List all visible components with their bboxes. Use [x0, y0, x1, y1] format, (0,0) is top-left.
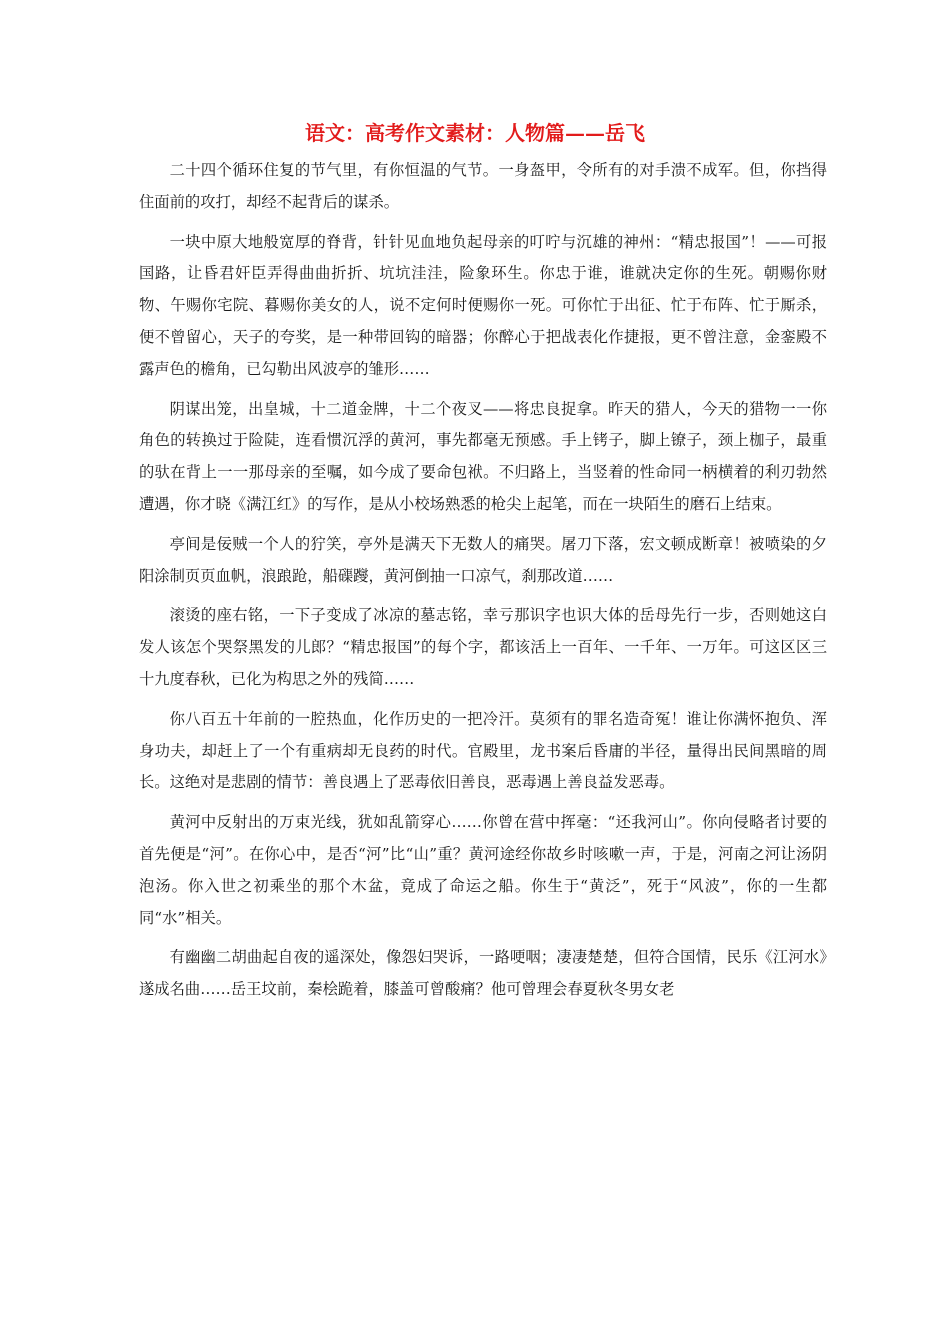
paragraph: 亭间是佞贼一个人的狞笑，亭外是满天下无数人的痛哭。屠刀下落，宏文顿成断章！被喷染的夕阳涂制页页血帆，浪踉跄，船磲躞，黄河倒抽一口凉气，刹那改道…… — [139, 534, 827, 585]
paragraph: 你八百五十年前的一腔热血，化作历史的一把冷汗。莫须有的罪名造奇冤！谁让你满怀抱负、浑身功夫，却赶上了一个有重病却无良药的时代。官殿里，龙书案后昏庸的半径，量得出民间黑暗的周长。这绝对是悲剧的情节：善良遇上了恶毒依旧善良，恶毒遇上善良益发恶毒。 — [139, 709, 827, 792]
paragraph: 黄河中反射出的万束光线，犹如乱箭穿心……你曾在营中挥毫：“还我河山”。你向侵略者讨要的首先便是“河”。在你心中，是否“河”比“山”重？黄河途经你故乡时咳嗽一声，于是，河南之河让汤阴泡汤。你入世之初乘坐的那个木盆，竟成了命运之船。你生于“黄泛”，死于“风波”，你的一生都同“水”相关。 — [139, 813, 827, 927]
document-title: 语文：高考作文素材：人物篇——岳飞 — [305, 121, 645, 145]
article-body — [139, 155, 827, 1014]
paragraph: 有幽幽二胡曲起自夜的遥深处，像怨妇哭诉，一路哽咽；凄凄楚楚，但符合国情，民乐《江河水》遂成名曲……岳王坟前，秦桧跪着，膝盖可曾酸痛？他可曾理会春夏秋冬男女老 — [139, 948, 827, 999]
paragraph: 二十四个循环住复的节气里，有你恒温的气节。一身盔甲，令所有的对手溃不成军。但，你挡得住面前的攻打，却经不起背后的谋杀。 — [139, 161, 827, 211]
paragraph: 滚烫的座右铭，一下子变成了冰凉的墓志铭，幸亏那识字也识大体的岳母先行一步，否则她这白发人该怎个哭祭黑发的儿郎？“精忠报国”的每个字，都该活上一百年、一千年、一万年。可这区区三十九度春秋，已化为构思之外的残简…… — [139, 606, 827, 688]
paragraph: 一块中原大地般宽厚的脊背，针针见血地负起母亲的叮咛与沉雄的神州：“精忠报国”！——可报国路，让昏君奸臣弄得曲曲折折、坑坑洼洼，险象环生。你忠于谁，谁就决定你的生死。朝赐你财物、午赐你宅院、暮赐你美女的人，说不定何时便赐你一死。可你忙于出征、忙于布阵、忙于厮杀，便不曾留心，天子的夸奖，是一种带回钩的暗器；你醉心于把战表化作捷报，更不曾注意，金銮殿不露声色的檐角，已勾勒出风波亭的雏形…… — [139, 232, 827, 378]
paragraph: 阴谋出笼，出皇城，十二道金牌，十二个夜叉——将忠良捉拿。昨天的猎人，今天的猎物一一你角色的转换过于险陡，连看惯沉浮的黄河，事先都毫无预感。手上铐子，脚上镣子，颈上枷子，最重的驮在背上一一那母亲的至嘱，如今成了要命包袱。不归路上，当竖着的性命同一柄横着的利刃勃然遭遇，你才晓《满江红》的写作，是从小校场熟悉的枪尖上起笔，而在一块陌生的磨石上结束。 — [139, 399, 827, 513]
